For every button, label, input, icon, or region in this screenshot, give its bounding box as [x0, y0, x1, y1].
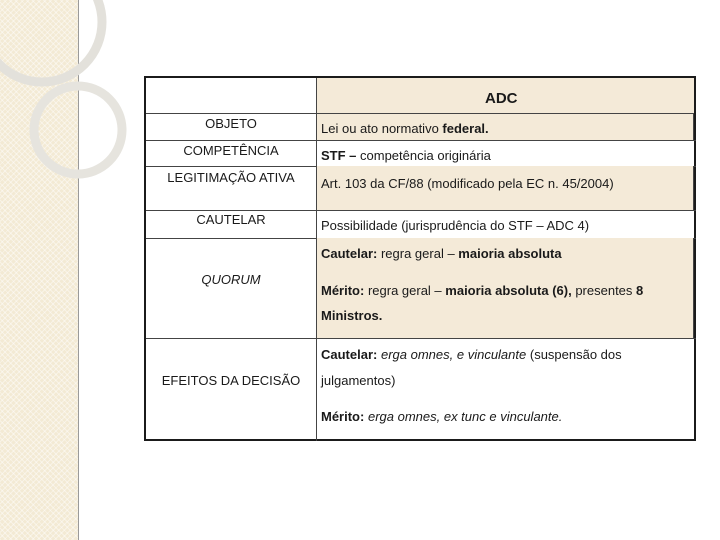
efeitos-cautelar-line2: julgamentos) — [321, 373, 396, 388]
value-legitimacao-ativa: Art. 103 da CF/88 (modificado pela EC n. 45/2004) — [316, 166, 694, 210]
value-objeto: Lei ou ato normativo federal. — [316, 114, 694, 140]
table-header: ADC — [485, 90, 518, 107]
label-legitimacao-ativa: LEGITIMAÇÃO ATIVA — [167, 170, 295, 185]
value-competencia: STF – competência originária — [316, 140, 696, 166]
adc-table — [144, 76, 696, 441]
efeitos-merito: Mérito: erga omnes, ex tunc e vinculante. — [321, 409, 563, 424]
label-objeto: OBJETO — [205, 116, 257, 131]
value-efeitos-da-decisao — [316, 338, 696, 441]
value-cautelar: Possibilidade (jurisprudência do STF – ADC 4) — [316, 210, 696, 238]
efeitos-cautelar: Cautelar: erga omnes, e vinculante (suspensão dos — [321, 347, 622, 362]
label-quorum: QUORUM — [201, 272, 261, 287]
label-competencia: COMPETÊNCIA — [183, 143, 279, 158]
header-cell — [316, 78, 694, 114]
header-spacer — [146, 78, 316, 114]
quorum-merito: Mérito: regra geral – maioria absoluta (6), presentes 8 — [321, 283, 644, 298]
decorative-side-strip — [0, 0, 79, 540]
label-cautelar: CAUTELAR — [196, 212, 266, 227]
quorum-merito-line2: Ministros. — [321, 308, 383, 323]
value-quorum — [316, 238, 694, 338]
label-efeitos-da-decisao: EFEITOS DA DECISÃO — [161, 373, 301, 388]
quorum-cautelar: Cautelar: regra geral – maioria absoluta — [321, 246, 562, 261]
